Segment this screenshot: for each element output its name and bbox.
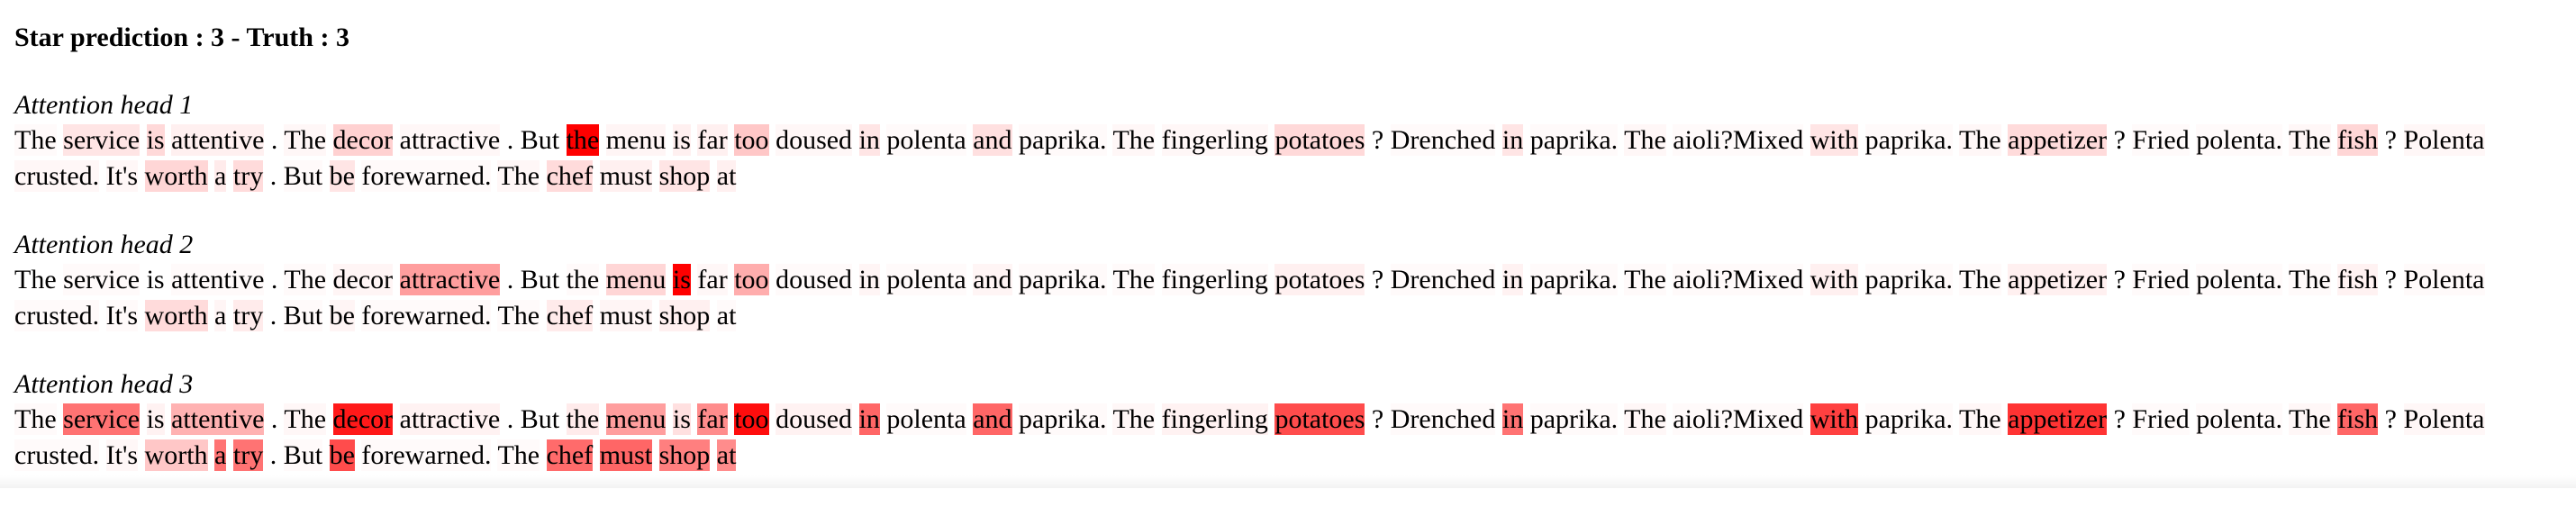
attention-token: forewarned. [361, 161, 492, 191]
attention-token: shop [658, 440, 711, 470]
attention-token: at [716, 440, 737, 470]
attention-token: But [283, 440, 323, 470]
attention-token: . [270, 404, 278, 434]
attention-token: try [232, 301, 264, 330]
attention-token: decor [332, 265, 394, 294]
attention-token: fish [2337, 404, 2379, 434]
attention-token: chef [546, 440, 594, 470]
attention-token: The [14, 404, 57, 434]
attention-token: too [734, 404, 769, 434]
attention-token: But [520, 404, 560, 434]
attention-token: doused [776, 404, 853, 434]
attention-token: . [270, 265, 278, 294]
attention-token: The [284, 404, 327, 434]
attention-token: decor [332, 125, 394, 155]
attention-token: The [497, 301, 540, 330]
attention-token: fingerling [1161, 265, 1268, 294]
attention-token: attentive [171, 125, 265, 155]
attention-token: paprika. [1529, 125, 1619, 155]
attention-token: potatoes [1274, 125, 1365, 155]
attention-token: The [14, 265, 57, 294]
attention-token: paprika. [1529, 265, 1619, 294]
attention-token: be [329, 301, 355, 330]
attention-token: with [1810, 125, 1859, 155]
attention-token: crusted. [14, 440, 100, 470]
attention-token: . [269, 440, 277, 470]
attention-token: fingerling [1161, 404, 1268, 434]
attention-token: But [520, 125, 560, 155]
attention-token: The [2289, 265, 2331, 294]
attention-token: aioli?Mixed [1673, 404, 1804, 434]
attention-token: attentive [171, 265, 265, 294]
attention-token: Fried [2132, 404, 2190, 434]
attention-token: appetizer [2008, 125, 2108, 155]
attention-token: attentive [171, 404, 265, 434]
attention-token: But [283, 161, 323, 191]
attention-token: ? [1371, 125, 1384, 155]
attention-token: is [672, 404, 691, 434]
attention-token: polenta [886, 265, 966, 294]
attention-token: is [672, 265, 691, 294]
attention-token: be [329, 161, 355, 191]
attention-token: menu [605, 404, 667, 434]
attention-token: paprika. [1529, 404, 1619, 434]
attention-token: It's [105, 440, 139, 470]
attention-token: Polenta [2403, 125, 2485, 155]
attention-token: be [329, 440, 355, 470]
attention-token: and [973, 404, 1012, 434]
attention-token: fish [2337, 265, 2379, 294]
attention-head-2 [14, 228, 2562, 334]
attention-token: . [270, 125, 278, 155]
attention-token: Polenta [2403, 265, 2485, 294]
attention-token: a [214, 440, 227, 470]
attention-token: service [63, 265, 141, 294]
attention-token: aioli?Mixed [1673, 265, 1804, 294]
attention-token: the [566, 265, 600, 294]
attention-token: and [973, 265, 1012, 294]
attention-token: doused [776, 265, 853, 294]
attention-token: fingerling [1161, 125, 1268, 155]
attention-visualization [14, 20, 2562, 507]
attention-token: service [63, 125, 141, 155]
attention-token: service [63, 404, 141, 434]
attention-token: attractive [399, 265, 501, 294]
attention-token: paprika. [1019, 404, 1107, 434]
attention-head-title: Attention head 1 [14, 90, 194, 120]
prediction-title: Star prediction : 3 - Truth : 3 [14, 23, 349, 52]
attention-token: ? [2113, 265, 2126, 294]
attention-token: too [734, 265, 769, 294]
attention-token: in [1501, 265, 1524, 294]
attention-token: The [1624, 265, 1666, 294]
attention-token: Fried [2132, 265, 2190, 294]
attention-token: The [497, 161, 540, 191]
attention-token: is [146, 125, 165, 155]
attention-token: and [973, 125, 1012, 155]
attention-token: potatoes [1274, 265, 1365, 294]
attention-token: far [697, 125, 728, 155]
attention-token: at [716, 301, 737, 330]
attention-token: The [1624, 125, 1666, 155]
attention-token: paprika. [1864, 404, 1954, 434]
attention-token: potatoes [1274, 404, 1365, 434]
attention-token: the [566, 404, 600, 434]
attention-token: The [1959, 125, 2001, 155]
token-sequence [14, 402, 2562, 474]
attention-token: ? [2384, 125, 2397, 155]
token-sequence [14, 122, 2562, 195]
attention-token: must [599, 301, 653, 330]
attention-token: . [506, 125, 514, 155]
attention-token: appetizer [2008, 404, 2108, 434]
attention-token: ? [1371, 404, 1384, 434]
attention-token: polenta. [2196, 404, 2283, 434]
attention-token: forewarned. [361, 440, 492, 470]
attention-token: far [697, 404, 728, 434]
attention-token: in [858, 265, 880, 294]
attention-token: ? [1371, 265, 1384, 294]
attention-token: The [1112, 125, 1156, 155]
attention-token: try [232, 440, 264, 470]
attention-token: But [520, 265, 560, 294]
attention-head-title: Attention head 2 [14, 230, 194, 259]
attention-token: shop [658, 161, 711, 191]
attention-token: forewarned. [361, 301, 492, 330]
attention-token: menu [605, 125, 667, 155]
attention-token: appetizer [2008, 265, 2108, 294]
attention-token: paprika. [1019, 265, 1107, 294]
attention-token: polenta [886, 125, 966, 155]
attention-token: Drenched [1390, 404, 1496, 434]
attention-token: far [697, 265, 728, 294]
attention-token: The [2289, 125, 2331, 155]
attention-token: The [1624, 404, 1666, 434]
attention-token: chef [546, 301, 594, 330]
attention-token: The [284, 265, 327, 294]
attention-token: worth [144, 440, 208, 470]
attention-token: paprika. [1864, 125, 1954, 155]
attention-token: polenta. [2196, 265, 2283, 294]
attention-token: The [14, 125, 57, 155]
attention-token: polenta. [2196, 125, 2283, 155]
attention-token: is [672, 125, 691, 155]
attention-token: at [716, 161, 737, 191]
attention-token: paprika. [1864, 265, 1954, 294]
attention-token: The [2289, 404, 2331, 434]
attention-token: menu [605, 265, 667, 294]
token-sequence [14, 262, 2562, 334]
attention-token: polenta [886, 404, 966, 434]
bottom-shade [0, 475, 2576, 488]
attention-head-1 [14, 88, 2562, 195]
attention-token: ? [2384, 404, 2397, 434]
attention-token: crusted. [14, 301, 100, 330]
attention-token: must [599, 440, 653, 470]
attention-token: The [1959, 404, 2001, 434]
attention-token: Fried [2132, 125, 2190, 155]
attention-token: It's [105, 161, 139, 191]
attention-token: with [1810, 404, 1859, 434]
attention-token: Drenched [1390, 125, 1496, 155]
attention-token: ? [2113, 404, 2126, 434]
attention-token: Polenta [2403, 404, 2485, 434]
attention-token: attractive [399, 404, 501, 434]
attention-token: It's [105, 301, 139, 330]
attention-token: . [506, 265, 514, 294]
attention-token: . [506, 404, 514, 434]
attention-token: chef [546, 161, 594, 191]
attention-token: a [214, 301, 227, 330]
attention-token: The [1112, 265, 1156, 294]
attention-token: paprika. [1019, 125, 1107, 155]
attention-token: aioli?Mixed [1673, 125, 1804, 155]
attention-token: decor [332, 404, 394, 434]
attention-token: too [734, 125, 769, 155]
attention-token: a [214, 161, 227, 191]
attention-token: The [497, 440, 540, 470]
attention-token: The [1112, 404, 1156, 434]
attention-token: in [858, 404, 880, 434]
attention-token: The [1959, 265, 2001, 294]
attention-token: ? [2113, 125, 2126, 155]
attention-token: . [269, 301, 277, 330]
attention-token: shop [658, 301, 711, 330]
attention-token: in [1501, 404, 1524, 434]
attention-token: is [146, 265, 165, 294]
attention-token: try [232, 161, 264, 191]
attention-token: is [146, 404, 165, 434]
attention-token: doused [776, 125, 853, 155]
attention-token: crusted. [14, 161, 100, 191]
attention-token: fish [2337, 125, 2379, 155]
attention-token: must [599, 161, 653, 191]
attention-token: Drenched [1390, 265, 1496, 294]
attention-token: The [284, 125, 327, 155]
attention-token: attractive [399, 125, 501, 155]
attention-token: with [1810, 265, 1859, 294]
attention-token: ? [2384, 265, 2397, 294]
attention-token: worth [144, 161, 208, 191]
attention-token: in [1501, 125, 1524, 155]
attention-token: worth [144, 301, 208, 330]
attention-token: in [858, 125, 880, 155]
attention-token: . [269, 161, 277, 191]
attention-token: But [283, 301, 323, 330]
attention-head-3 [14, 367, 2562, 474]
attention-head-title: Attention head 3 [14, 369, 194, 399]
attention-token: the [566, 125, 600, 155]
